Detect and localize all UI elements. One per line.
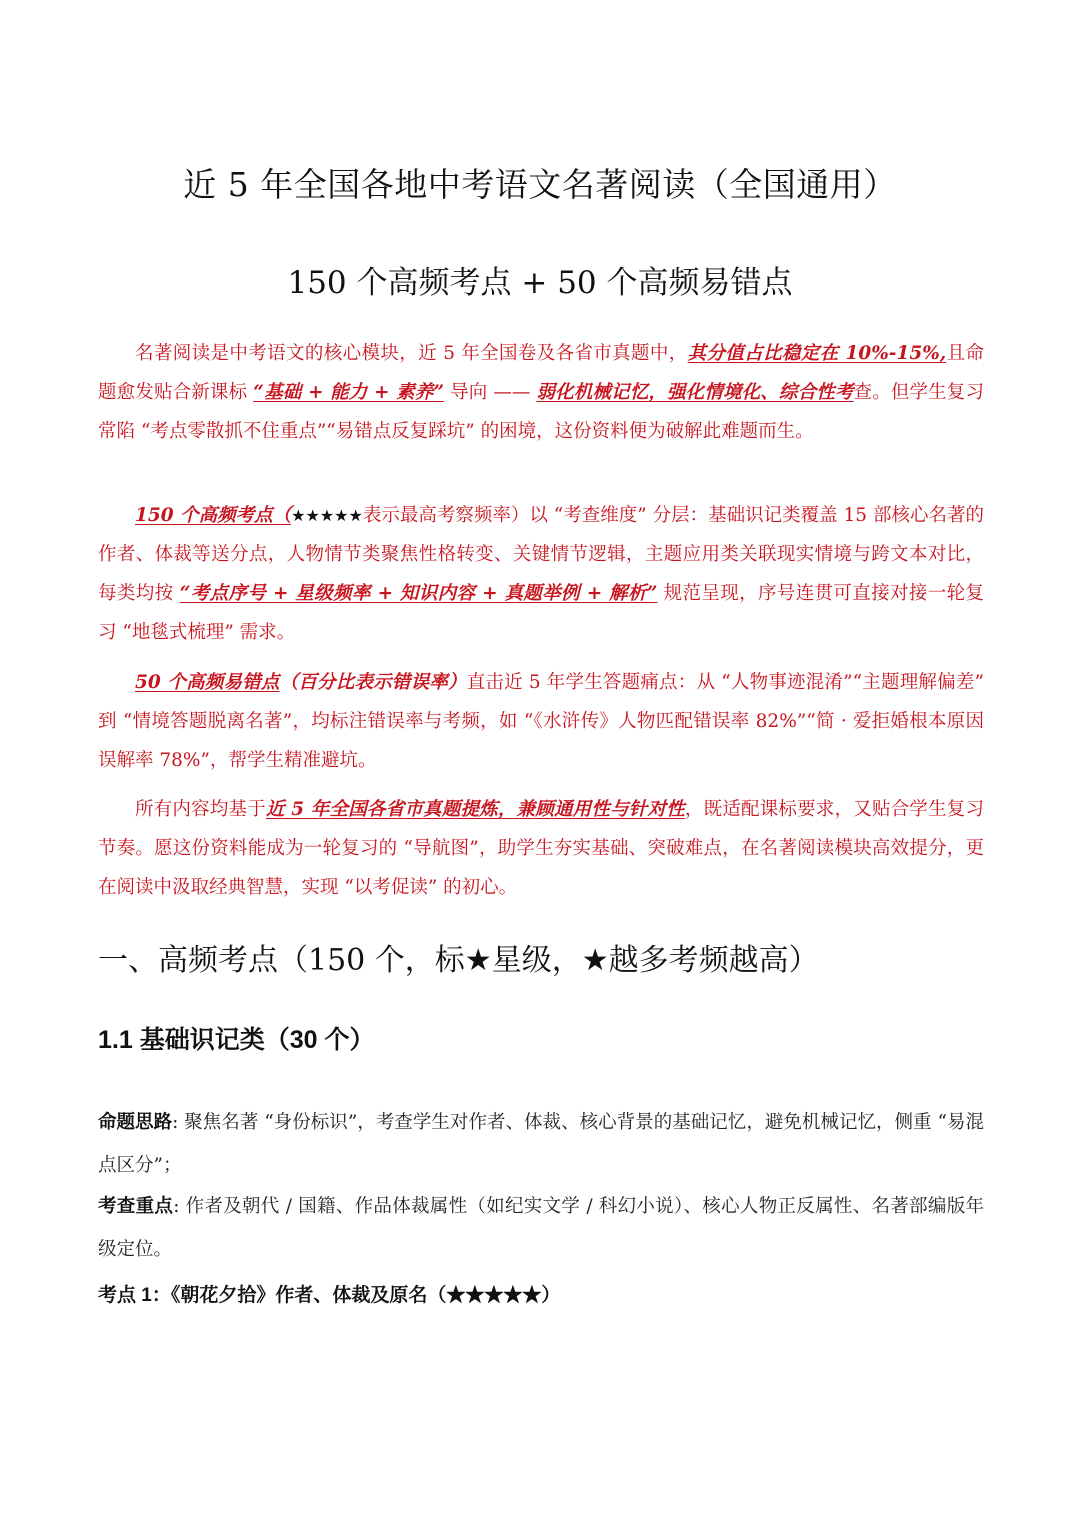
section-1-heading-c: 越多考频越高） — [608, 943, 819, 978]
star-icon: ★ — [581, 943, 609, 978]
intro-p1-highlight-standard: “基础 + 能力 + 素养” — [253, 382, 445, 403]
intro-paragraph-4 — [98, 790, 984, 907]
section-1-1-heading: 1.1 基础识记类（30 个） — [98, 1026, 375, 1054]
section-1-heading-b: 星级， — [491, 943, 582, 978]
intro-p1-text-c: 且命题愈发贴合新课标 — [98, 343, 984, 403]
page-title: 近 5 年全国各地中考语文名著阅读（全国通用） — [183, 165, 897, 204]
intro-p2-text-c: 以 “考查维度” 分层：基础识记类覆盖 15 部核心名著的作者、体裁等送分点，人物情节类聚焦性格转变、关键情节逻辑，主题应用类关联现实情境与跨文本对比，每类均按 — [98, 505, 984, 604]
exam-focus-paragraph — [98, 1184, 984, 1271]
intro-p2-stars-note: 表示最高考察频率） — [362, 505, 530, 526]
proposition-idea-text: : 聚焦名著 “身份标识”，考查学生对作者、体裁、核心背景的基础记忆，避免机械记忆，侧重 “易混点区分”； — [98, 1112, 984, 1176]
intro-paragraph-3 — [98, 663, 984, 780]
section-1-heading-a: 一、高频考点（150 个，标 — [98, 943, 465, 978]
intro-p2-text-e: 规范呈现，序号连贯可直接对接一轮复习 “地毯式梳理” 需求。 — [98, 583, 984, 643]
intro-p1-highlight-score: 其分值占比稳定在 10%-15%, — [687, 343, 947, 364]
star-icon: ★ — [464, 943, 492, 978]
proposition-idea-paragraph — [98, 1100, 984, 1187]
exam-focus-text: : 作者及朝代 / 国籍、作品体裁属性（如纪实文学 / 科幻小说）、核心人物正反属性、名著部编版年级定位。 — [98, 1196, 984, 1260]
intro-p4-text-a: 所有内容均基于 — [135, 799, 266, 820]
intro-paragraph-1 — [98, 334, 984, 451]
intro-p3-text-c: 直击近 5 年学生答题痛点：从 “人物事迹混淆”“主题理解偏差” 到 “情境答题脱离名著”，均标注错误率与考频，如 “《水浒传》人物匹配错误率 82%”“简 · 爱拒婚根本原因误解率 78%”，帮学生精准避坑。 — [98, 672, 984, 771]
intro-p2-highlight-format: “考点序号 + 星级频率 + 知识内容 + 真题举例 + 解析” — [179, 583, 658, 604]
intro-p3-percent-note: （百分比表示错误率） — [279, 672, 467, 693]
exam-point-1: 考点 1：《朝花夕拾》作者、体裁及原名（★★★★★） — [98, 1285, 561, 1306]
intro-p4-highlight-source: 近 5 年全国各省市真题提炼，兼顾通用性与针对性 — [265, 799, 685, 820]
intro-p2-highlight-points: 150 个高频考点（ — [135, 505, 292, 526]
intro-p4-text-c: ，既适配课标要求，又贴合学生复习节奏。愿这份资料能成为一轮复习的 “导航图”，助学生夯实基础、突破难点，在名著阅读模块高效提分，更在阅读中汲取经典智慧，实现 “以考促读” 的初心。 — [98, 799, 984, 898]
section-1-heading — [98, 936, 998, 986]
page-subtitle: 150 个高频考点 + 50 个高频易错点 — [287, 265, 793, 301]
intro-p1-text-e: 导向 —— — [450, 382, 537, 403]
intro-p1-text-g: 查。但学生复习常陷 “考点零散抓不住重点”“易错点反复踩坑” 的困境，这份资料便为破解此难题而生。 — [98, 382, 984, 442]
intro-p1-highlight-direction: 弱化机械记忆，强化情境化、综合性考 — [536, 382, 854, 403]
proposition-idea-label: 命题思路 — [98, 1111, 173, 1132]
intro-p3-highlight-errors: 50 个高频易错点 — [135, 672, 280, 693]
five-star-icon: ★★★★★ — [291, 506, 363, 525]
intro-paragraph-2 — [98, 496, 984, 652]
intro-p1-text-a: 名著阅读是中考语文的核心模块，近 5 年全国卷及各省市真题中， — [135, 343, 688, 364]
exam-focus-label: 考查重点 — [98, 1195, 174, 1216]
